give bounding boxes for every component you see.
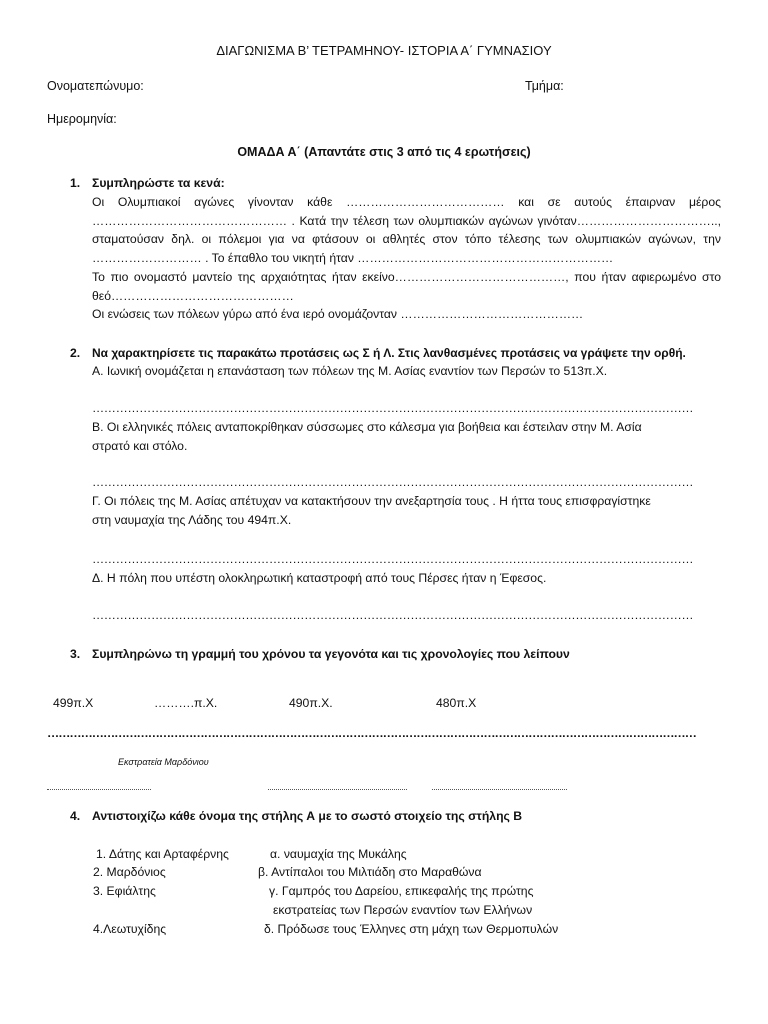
page-title: ΔΙΑΓΩΝΙΣΜΑ Β’ ΤΕΤΡΑΜΗΝΟΥ- ΙΣΤΟΡΙΑ Α΄ ΓΥΜΝΑΣΙΟΥ — [216, 43, 552, 58]
q2-answer-line-a[interactable]: ……………………………………………………………………………………………………………………………………… — [92, 401, 694, 415]
column-a-item-1: 1. Δάτης και Αρταφέρνης — [96, 847, 229, 861]
date-label: Ημερομηνία: — [47, 112, 117, 126]
question-3-number: 3. — [70, 647, 81, 661]
timeline-event-label: Εκστρατεία Μαρδόνιου — [118, 757, 209, 767]
q2-statement-d: Δ. Η πόλη που υπέστη ολοκληρωτική καταστροφή από τους Πέρσες ήταν η Έφεσος. — [92, 571, 547, 585]
q2-statement-c-line-1: Γ. Οι πόλεις της Μ. Ασίας απέτυχαν να κατακτήσουν την ανεξαρτησία τους . Η ήττα τους επισφραγίστηκε — [92, 494, 651, 508]
question-4-number: 4. — [70, 809, 81, 823]
q1-line-2: ………………………………………… . Κατά την τέλεση των ολυμπιακών αγώνων γινόταν…………………………….., — [92, 214, 721, 228]
group-title: ΟΜΑΔΑ Α΄ (Απαντάτε στις 3 από τις 4 ερωτήσεις) — [237, 145, 531, 159]
column-b-item-c-line-1: γ. Γαμπρός του Δαρείου, επικεφαλής της πρώτης — [269, 884, 534, 898]
timeline-date-3: 490π.Χ. — [289, 696, 333, 710]
q1-line-5: Το πιο ονομαστό μαντείο της αρχαιότητας ήταν εκείνο……………………………………, που ήταν αφιερωμένο στο — [92, 270, 721, 284]
class-label: Τμήμα: — [525, 79, 564, 93]
column-a-item-4: 4.Λεωτυχίδης — [93, 922, 167, 936]
question-2-number: 2. — [70, 346, 81, 360]
question-3-heading: Συμπληρώνω τη γραμμή του χρόνου τα γεγονότα και τις χρονολογίες που λείπουν — [92, 647, 570, 661]
q1-line-4: ……………………… . Το έπαθλο του νικητή ήταν ……………………………………………………… — [92, 251, 614, 265]
column-a-item-2: 2. Μαρδόνιος — [93, 865, 166, 879]
q2-statement-c-line-2: στη ναυμαχία της Λάδης του 494π.Χ. — [92, 513, 292, 527]
q1-line-1: Οι Ολυμπιακοί αγώνες γίνονταν κάθε ………………………………… και σε αυτούς έπαιρναν μέρος — [92, 195, 721, 209]
timeline-date-4: 480π.Χ — [436, 696, 477, 710]
timeline-blank-1[interactable] — [47, 789, 151, 790]
timeline-blank-3[interactable] — [432, 789, 567, 790]
column-b-item-c-line-2: εκστρατείας των Περσών εναντίον των Ελλήνων — [273, 903, 533, 917]
timeline-date-1: 499π.Χ — [53, 696, 94, 710]
question-2-heading: Να χαρακτηρίσετε τις παρακάτω προτάσεις ως Σ ή Λ. Στις λανθασμένες προτάσεις να γράψετε την ορθή. — [92, 346, 686, 360]
name-label: Ονοματεπώνυμο: — [47, 79, 144, 93]
q2-answer-line-d[interactable]: ……………………………………………………………………………………………………………………………………… — [92, 608, 694, 622]
question-1-number: 1. — [70, 176, 81, 190]
q1-line-6: θεό……………………………………… — [92, 289, 294, 303]
q2-statement-b-line-2: στρατό και στόλο. — [92, 439, 188, 453]
column-b-item-a: α. ναυμαχία της Μυκάλης — [270, 847, 407, 861]
timeline-line: ………………………………………………………………………………………………………………………………………………………… — [47, 726, 696, 740]
column-b-item-d: δ. Πρόδωσε τους Έλληνες στη μάχη των Θερμοπυλών — [264, 922, 559, 936]
column-b-item-b: β. Αντίπαλοι του Μιλτιάδη στο Μαραθώνα — [258, 865, 482, 879]
q2-statement-a: Α. Ιωνική ονομάζεται η επανάσταση των πόλεων της Μ. Ασίας εναντίον των Περσών το 513π.Χ. — [92, 364, 608, 378]
question-1-heading: Συμπληρώστε τα κενά: — [92, 176, 225, 190]
timeline-blank-2[interactable] — [268, 789, 407, 790]
q2-statement-b-line-1: Β. Οι ελληνικές πόλεις ανταποκρίθηκαν σύσσωμες στο κάλεσμα για βοήθεια και έστειλαν στην Μ. Ασία — [92, 420, 642, 434]
q1-line-3: σταματούσαν δηλ. οι πόλεμοι για να φτάσουν οι αθλητές στον τόπο τέλεσης των ολυμπιακών αγώνων, την — [92, 232, 721, 246]
q2-answer-line-c[interactable]: ……………………………………………………………………………………………………………………………………… — [92, 552, 694, 566]
column-a-item-3: 3. Εφιάλτης — [93, 884, 156, 898]
q1-line-7: Οι ενώσεις των πόλεων γύρω από ένα ιερό ονομάζονταν ……………………………………… — [92, 307, 584, 321]
q2-answer-line-b[interactable]: ……………………………………………………………………………………………………………………………………… — [92, 475, 694, 489]
question-4-heading: Αντιστοιχίζω κάθε όνομα της στήλης Α με το σωστό στοιχείο της στήλης Β — [92, 809, 523, 823]
timeline-date-2[interactable]: ……….π.Χ. — [154, 696, 218, 710]
